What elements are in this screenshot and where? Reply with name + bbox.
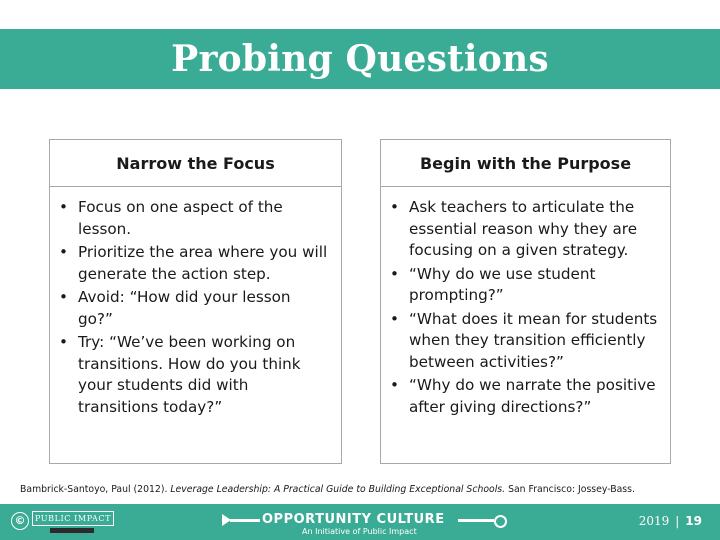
list-item: • Prioritize the area where you will generate the action step. (78, 242, 329, 285)
stars-icon (50, 528, 94, 533)
opportunity-culture-subtitle: An Initiative of Public Impact (302, 527, 417, 536)
citation-publisher: San Francisco: Jossey-Bass. (508, 484, 635, 495)
page-info (639, 514, 702, 528)
list-item: • Try: “We’ve been working on transitions. How do you think your students did with transitions today?” (78, 332, 329, 418)
list-item: • “Why do we use student prompting?” (409, 264, 658, 307)
narrow-focus-box (49, 139, 342, 464)
separator: | (675, 514, 680, 528)
citation (20, 484, 635, 495)
narrow-focus-heading: Narrow the Focus (50, 140, 341, 187)
slide-title: Probing Questions (171, 38, 549, 80)
purpose-box (380, 139, 671, 464)
public-impact-wordmark: PUBLIC IMPACT (32, 511, 114, 526)
circle-end-icon (494, 515, 507, 528)
list-item: • Ask teachers to articulate the essential reason why they are focusing on a given strategy. (409, 197, 658, 262)
list-item: • Avoid: “How did your lesson go?” (78, 287, 329, 330)
citation-book: Leverage Leadership: A Practical Guide to Building Exceptional Schools. (170, 484, 506, 495)
logo-line-left (230, 519, 260, 522)
year: 2019 (638, 514, 670, 528)
purpose-heading: Begin with the Purpose (381, 140, 670, 187)
opportunity-culture-title: OPPORTUNITY CULTURE (262, 512, 445, 527)
citation-authors: Bambrick-Santoyo, Paul (2012). (20, 484, 168, 495)
footer-band (0, 504, 720, 540)
narrow-focus-list (50, 197, 341, 418)
list-item: • “Why do we narrate the positive after giving directions?” (409, 375, 658, 418)
opportunity-culture-logo (222, 508, 512, 538)
page-number: 19 (685, 514, 702, 528)
title-band (0, 29, 720, 89)
purpose-list (381, 197, 670, 418)
logo-line-right (458, 519, 494, 522)
copyright-icon: © (11, 512, 29, 530)
list-item: • Focus on one aspect of the lesson. (78, 197, 329, 240)
list-item: • “What does it mean for students when they transition efficiently between activities?” (409, 309, 658, 374)
public-impact-logo (32, 511, 114, 537)
